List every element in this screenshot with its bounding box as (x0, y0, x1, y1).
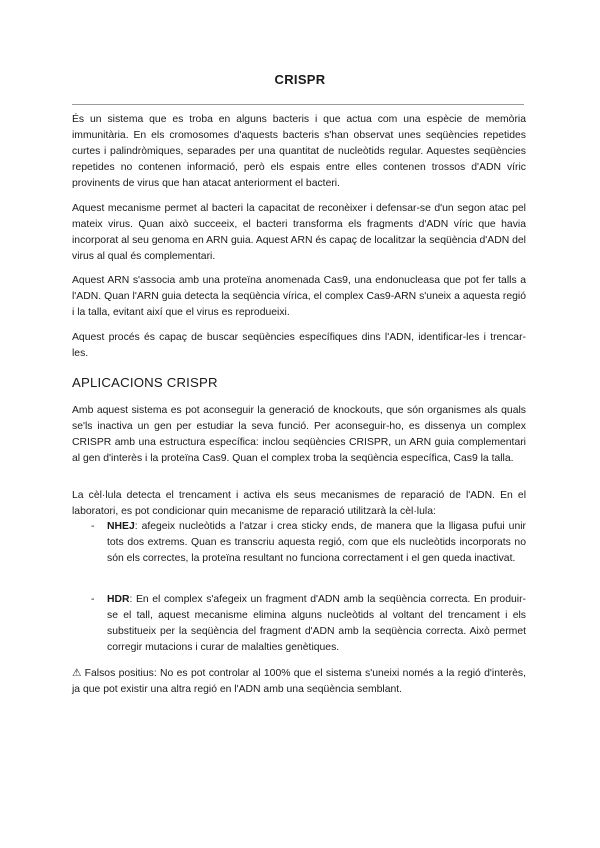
section-paragraph-2: La cèl·lula detecta el trencament i activa els seus mecanismes de reparació de l'ADN. En el laboratori, es pot condicionar quin mecanisme de reparació utilitzarà la cèl·lula: (72, 490, 526, 517)
intro-paragraph-1: És un sistema que es troba en alguns bacteris i que actua com una espècie de memòria immunitària. En els cromosomes d'aquests bacteris s'han observat unes seqüències repetides curtes i palindròmiques, separades per una quantitat de nucleòtids regular. Aquestes seqüències repetides no contenen informació, però els espais entre elles contenen trossos d'ADN víric provinents de virus que han atacat anteriorment el bacteri. (72, 114, 526, 189)
list-item-term: NHEJ (107, 521, 135, 532)
list-bullet: - (91, 521, 95, 532)
list-item-text (107, 519, 526, 567)
list-item-description: : afegeix nucleòtids a l'atzar i crea sticky ends, de manera que la lligasa pufui unir tots dos extrems. Quan es transcriu aquesta regió, com que els nucleòtids incorporats no són els correctes, la proteïna resultant no funciona correctament i el gen queda inactivat. (107, 521, 526, 564)
intro-paragraph-4: Aquest procés és capaç de buscar seqüències específiques dins l'ADN, identificar-les i trencar-les. (72, 332, 526, 359)
list-item-text (107, 592, 526, 656)
section-paragraph-1: Amb aquest sistema es pot aconseguir la generació de knockouts, que són organismes als quals se'ls inactiva un gen per estudiar la seva funció. Per aconseguir-ho, es dissenya un complex CRISPR amb una estructura específica: inclou seqüències CRISPR, un ARN guia complementari al gen d'interès i la proteïna Cas9. Quan el complex troba la seqüència específica, Cas9 la talla. (72, 405, 526, 464)
intro-paragraph-2: Aquest mecanisme permet al bacteri la capacitat de reconèixer i defensar-se d'un segon atac pel mateix virus. Quan això succeeix, el bacteri transforma els fragments d'ADN víric que havia incorporat al seu genoma en ARN guia. Aquest ARN és capaç de localitzar la seqüència d'ADN del virus al qual és complementari. (72, 203, 526, 262)
title-divider (72, 104, 524, 105)
list-item-description: : En el complex s'afegeix un fragment d'ADN amb la seqüència correcta. En produir-se el tall, aquest mecanisme elimina alguns nucleòtids al voltant del trencament i els substitueix per la seqüència del fragment d'ADN amb la seqüència correcta. Això permet corregir mutacions i curar de malalties genètiques. (107, 594, 526, 653)
warning-note (72, 666, 526, 698)
warning-icon: ⚠ (72, 668, 82, 679)
warning-text: Falsos positius: No es pot controlar al 100% que el sistema s'uneixi només a la regió d'interès, ja que pot existir una altra regió en l'ADN amb una seqüència semblant. (72, 668, 526, 695)
list-item-term: HDR (107, 594, 130, 605)
section-heading: APLICACIONS CRISPR (72, 375, 218, 390)
list-bullet: - (91, 594, 95, 605)
intro-paragraph-3: Aquest ARN s'associa amb una proteïna anomenada Cas9, una endonucleasa que pot fer talls a l'ADN. Quan l'ARN guia detecta la seqüència vírica, el complex Cas9-ARN s'uneix a aquesta regió i la talla, evitant així que el virus es reprodueixi. (72, 275, 526, 318)
page-title: CRISPR (274, 72, 326, 87)
